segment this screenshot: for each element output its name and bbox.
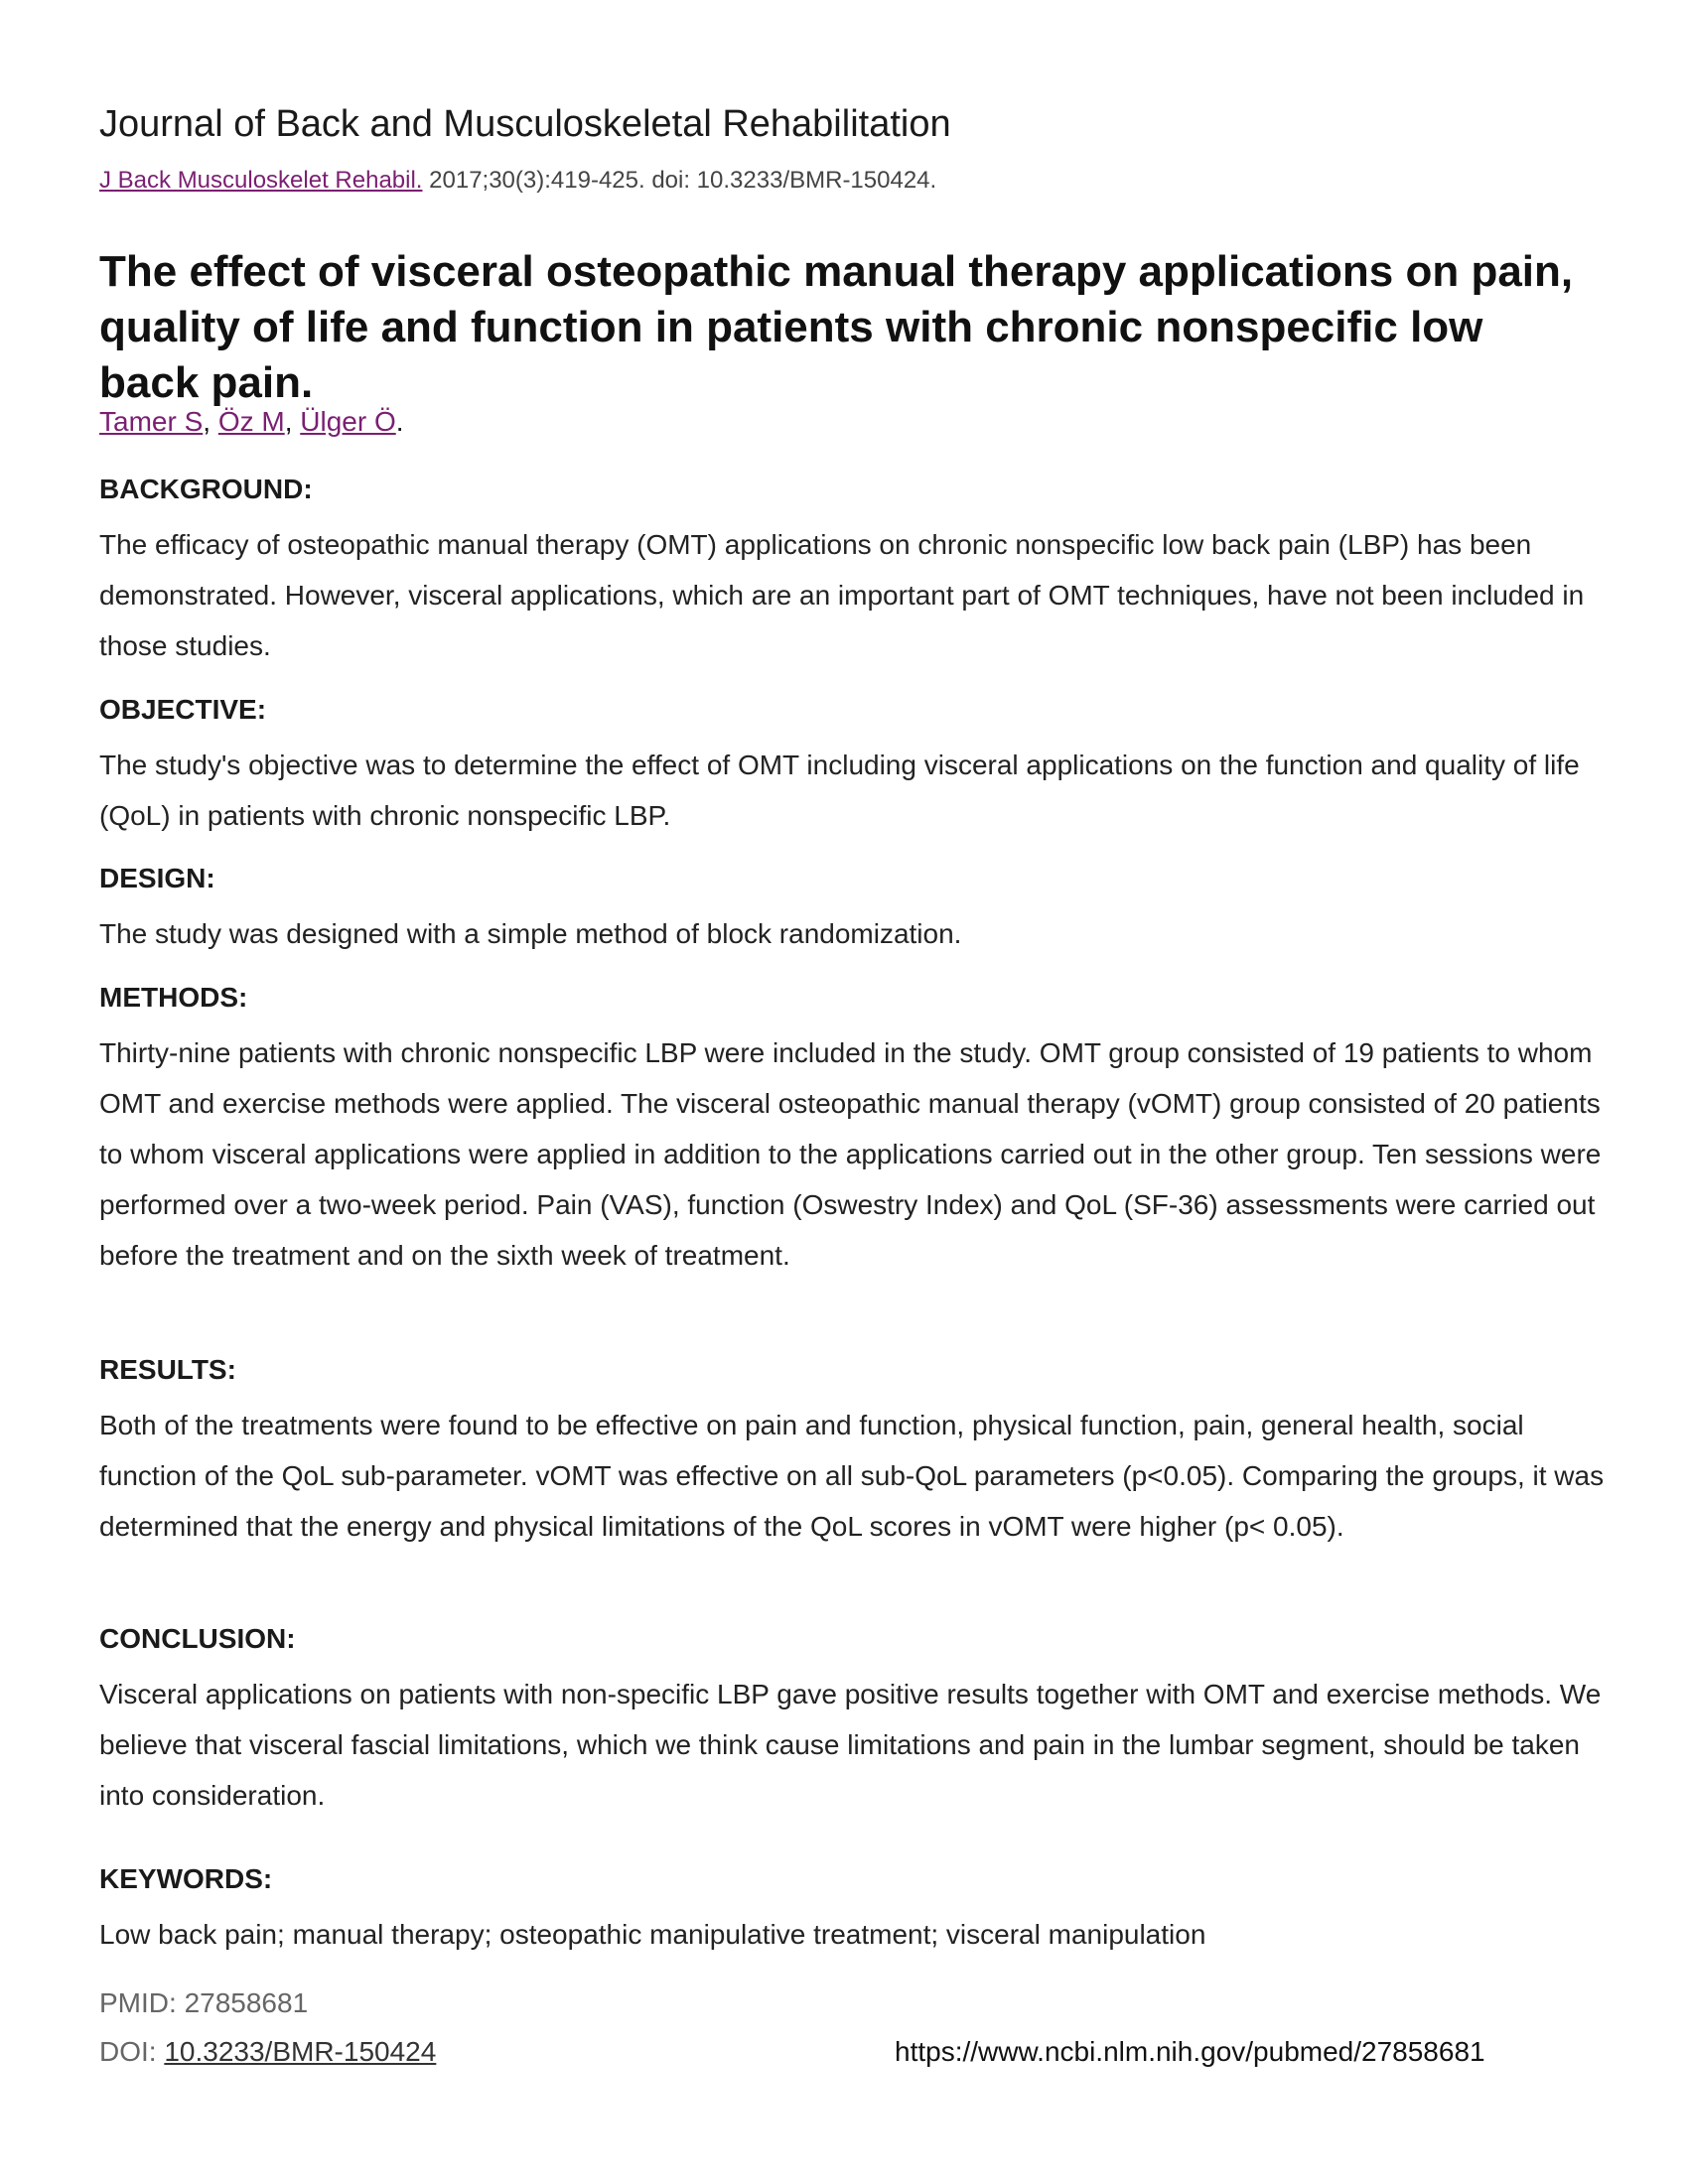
doi-line: [99, 2035, 436, 2069]
section-heading: RESULTS:: [99, 1354, 236, 1385]
citation-line: [99, 166, 936, 196]
author-list-end: .: [395, 406, 404, 437]
section-text: The study was designed with a simple method of block randomization.: [99, 918, 962, 949]
author-link[interactable]: Tamer S: [99, 406, 204, 437]
author-link[interactable]: Ülger Ö: [300, 406, 396, 437]
section-text: Visceral applications on patients with non-specific LBP gave positive results together with OMT and exercise methods. We believe that visceral fascial limitations, which we think cause limitations and pain in the lumbar segment, should be taken into consideration.: [99, 1679, 1602, 1811]
design-section: [99, 862, 1609, 959]
pmid-label: PMID:: [99, 1987, 185, 2018]
section-heading: DESIGN:: [99, 863, 215, 893]
pubmed-url: https://www.ncbi.nlm.nih.gov/pubmed/27858681: [895, 2036, 1485, 2067]
section-heading: OBJECTIVE:: [99, 694, 267, 725]
section-heading: CONCLUSION:: [99, 1623, 296, 1654]
journal-abbrev-link[interactable]: J Back Musculoskelet Rehabil.: [99, 167, 423, 194]
results-section: [99, 1353, 1609, 1552]
pmid-value: 27858681: [184, 1987, 309, 2018]
citation-details: 2017;30(3):419-425. doi: 10.3233/BMR-150424.: [422, 167, 937, 194]
conclusion-section: [99, 1622, 1609, 1821]
author-separator: ,: [203, 406, 218, 437]
section-heading: KEYWORDS:: [99, 1863, 273, 1894]
author-link[interactable]: Öz M: [217, 406, 285, 437]
keywords-section: [99, 1862, 1609, 1960]
article-title: The effect of visceral osteopathic manual therapy applications on pain, quality of life and function in patients with chronic nonspecific low back pain.: [99, 247, 1574, 407]
section-heading: METHODS:: [99, 982, 248, 1013]
journal-title: Journal of Back and Musculoskeletal Rehabilitation: [99, 103, 951, 145]
objective-section: [99, 693, 1609, 841]
section-text: The efficacy of osteopathic manual therapy (OMT) applications on chronic nonspecific low back pain (LBP) has been demonstrated. However, visceral applications, which are an important part of OMT techniques, have not been included in those studies.: [99, 529, 1585, 661]
doi-link[interactable]: 10.3233/BMR-150424: [164, 2036, 437, 2067]
background-section: [99, 473, 1609, 671]
author-list: [99, 405, 404, 439]
methods-section: [99, 981, 1609, 1281]
section-text: The study's objective was to determine the effect of OMT including visceral applications on the function and quality of life (QoL) in patients with chronic nonspecific LBP.: [99, 750, 1580, 831]
section-heading: BACKGROUND:: [99, 474, 313, 504]
pmid-line: [99, 1986, 308, 2020]
section-text: Both of the treatments were found to be effective on pain and function, physical function, pain, general health, social function of the QoL sub-parameter. vOMT was effective on all sub-QoL parameters (p<0.05). Comparing the groups, it was determined that the energy and physical limitations of the QoL scores in vOMT were higher (p< 0.05).: [99, 1410, 1605, 1542]
section-text: Low back pain; manual therapy; osteopathic manipulative treatment; visceral manipulation: [99, 1919, 1206, 1950]
author-separator: ,: [284, 406, 301, 437]
section-text: Thirty-nine patients with chronic nonspecific LBP were included in the study. OMT group consisted of 19 patients to whom OMT and exercise methods were applied. The visceral osteopathic manual therapy (vOMT) group consisted of 20 patients to whom visceral applications were applied in addition to the applications carried out in the other group. Ten sessions were performed over a two-week period. Pain (VAS), function (Oswestry Index) and QoL (SF-36) assessments were carried out before the treatment and on the sixth week of treatment.: [99, 1037, 1602, 1271]
doi-label: DOI:: [99, 2036, 165, 2067]
